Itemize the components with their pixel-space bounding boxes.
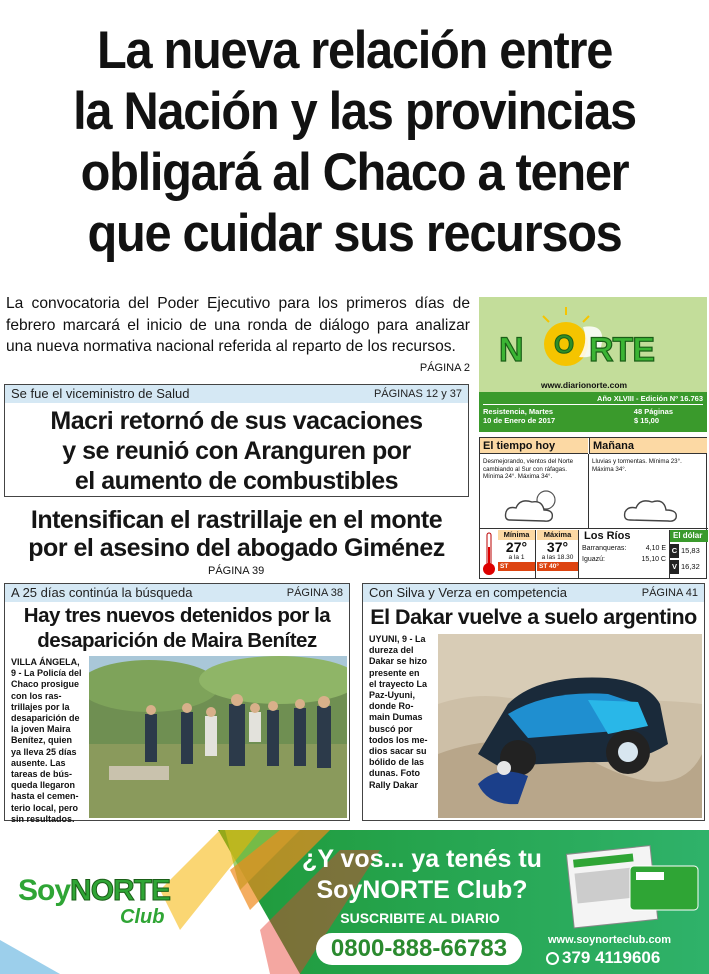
min-time: a la 1 (508, 554, 525, 561)
ad-logo-club: Club (120, 906, 165, 928)
headline-line: La nueva relación entre (96, 21, 613, 80)
story-headline: Macri retornó de sus vacaciones y se reunió con Aranguren por el aumento de combustibles (50, 407, 423, 495)
max-label: Máxima (537, 530, 578, 540)
story-caption: VILLA ÁNGELA, 9 - La Policía del Chaco prosigue con los ras- trillajes por la desaparición de la joven Maira Benítez, quien ya lleva 25 días ausente. Las tareas de bús- queda llegaron hasta el cemen- terio local, pero sin resultados. (11, 657, 82, 824)
masthead-price: $ 15,00 (633, 416, 659, 425)
ad-subscribe: SUSCRIBITE AL DIARIO (340, 910, 500, 926)
story-caption: UYUNI, 9 - La dureza del Dakar se hizo presente en el trayecto La Paz-Uyuni, donde Ro- main Dumas buscó por todos los me- dios sacar su bólido de las dunas. Foto Rally Dakar (369, 634, 428, 790)
search-party-photo (89, 656, 347, 818)
thermometer-icon (482, 531, 496, 577)
masthead-location: Resistencia, Martes (483, 407, 554, 416)
ad-phone-button[interactable]: 0800-888-66783 (316, 933, 522, 965)
masthead-date: 10 de Enero de 2017 (483, 416, 556, 425)
dollar-title: El dólar (670, 530, 708, 542)
min-label: Mínima (498, 530, 535, 540)
lead-paragraph (6, 293, 470, 379)
masthead-edition: Año XLVIII - Edición Nº 16.763 (483, 394, 703, 405)
masthead-pages: 48 Páginas (633, 407, 673, 416)
weather-tomorrow-title: Mañana (589, 438, 707, 454)
headline-line: obligará al Chaco a tener (80, 143, 629, 202)
story-page-ref: PÁGINA 39 (208, 565, 265, 577)
whatsapp-icon (546, 952, 559, 965)
cloudy-icon (620, 486, 690, 526)
dollar-sell: 16,32 (681, 562, 700, 571)
dakar-rally-photo (438, 634, 702, 818)
headline-line: la Nación y las provincias (73, 82, 636, 141)
main-headline (32, 20, 677, 264)
story-kicker: Se fue el viceministro de Salud PÁGINAS 12 y 37 (5, 385, 468, 403)
ad-whatsapp[interactable]: 379 4119606 (546, 948, 660, 968)
logo-text-rte: RTE (589, 331, 654, 369)
rivers-title: Los Ríos (584, 530, 631, 542)
soynorte-club-ad (0, 830, 709, 974)
weather-today-title: El tiempo hoy (480, 438, 588, 454)
ad-logo: SoyNORTE (18, 874, 171, 907)
story-maira (4, 583, 350, 824)
min-value: 27° (505, 539, 528, 555)
story-dakar (362, 583, 705, 821)
newspaper-stack-illustration (560, 836, 705, 932)
weather-tomorrow-text: Lluvias y tormentas. Mínima 23°. Máxima 34°. (592, 458, 682, 473)
weather-panel: El tiempo hoy Mañana Desmejorando, vientos del Norte cambiando al Sur con ráfagas. Mínima 24°. Máxima 34°. Lluvias y tormentas. Mínima 23°. Máxima 34°. Mínima 27° a la 1 ST Máxima 37° a las 18.30 ST 40° Los Ríos Barranqueras: 4,10 E Iguazú: 15,10 C El dólar C 15,83 V 16,32 (479, 437, 707, 579)
weather-today-text: Desmejorando, vientos del Norte cambiando al Sur con ráfagas. Mínima 24°. Máxima 34°. (483, 458, 574, 480)
ad-url[interactable]: www.soynorteclub.com (548, 934, 672, 946)
partly-cloudy-icon (500, 484, 570, 526)
max-st: ST 40° (537, 562, 578, 571)
ad-question: ¿Y vos... ya tenés tu SoyNORTE Club? (302, 845, 542, 904)
story-macri (4, 384, 469, 497)
lead-page-ref: PÁGINA 2 (419, 361, 470, 374)
masthead (479, 297, 707, 432)
story-kicker: A 25 días continúa la búsqueda PÁGINA 38 (5, 584, 349, 602)
story-headline: El Dakar vuelve a suelo argentino (370, 605, 697, 629)
max-time: a las 18.30 (541, 554, 574, 561)
headline-line: que cuidar sus recursos (87, 204, 622, 263)
norte-logo (479, 297, 707, 392)
lead-text: La convocatoria del Poder Ejecutivo para los primeros días de febrero marcará el inicio de una ronda de diálogo para analizar una nueva normativa nacional referida al reparto de los recursos. (6, 295, 470, 355)
max-value: 37° (546, 539, 569, 555)
story-rastrillaje: Intensifican el rastrillaje en el monte por el asesino del abogado Giménez (28, 506, 445, 562)
dollar-buy: 15,83 (681, 546, 700, 555)
min-st: ST (498, 562, 535, 571)
story-kicker: Con Silva y Verza en competencia PÁGINA 41 (363, 584, 704, 602)
story-headline: Hay tres nuevos detenidos por la desaparición de Maira Benítez (23, 604, 331, 652)
logo-text-n: N (499, 331, 523, 369)
masthead-url: www.diarionorte.com (541, 380, 628, 390)
svg-text:O: O (554, 329, 575, 359)
